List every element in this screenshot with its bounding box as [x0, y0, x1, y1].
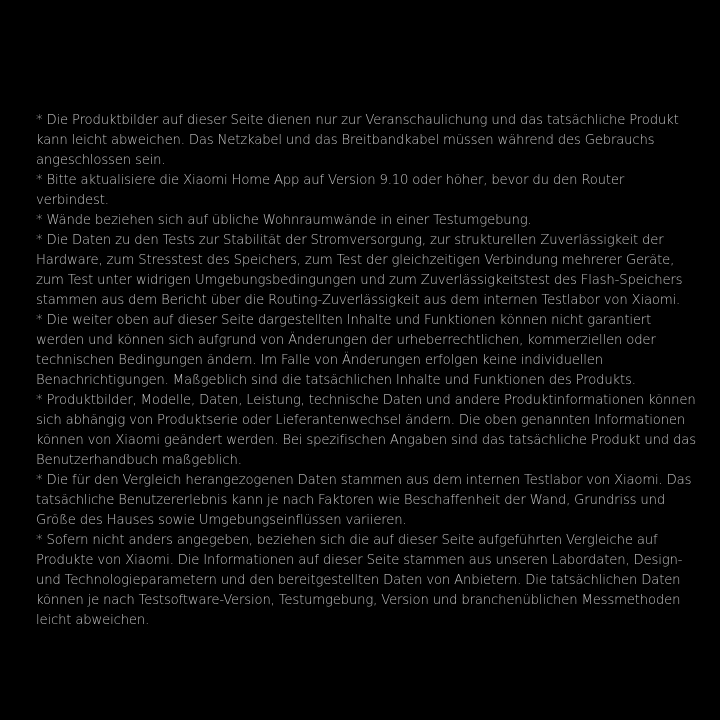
disclaimer-note-comparison-data: * Die für den Vergleich herangezogenen Daten stammen aus dem internen Testlabor von Xiaomi. Das tatsächliche Benutzererlebnis kann je nach Faktoren wie Beschaffenheit der Wand, Grundriss und Größe des Hauses sowie Umgebungseinflüssen variieren. — [36, 473, 692, 528]
disclaimer-note-test-data: * Die Daten zu den Tests zur Stabilität der Stromversorgung, zur strukturellen Zuverlässigkeit der Hardware, zum Stresstest des Speichers, zum Test der gleichzeitigen Verbindung mehrerer Geräte, zum Test unter widrigen Umgebungsbedingungen und zum Zuverlässigkeitstest des Flash-Speichers stammen aus dem Bericht über die Routing-Zuverlässigkeit aus dem internen Testlabor von Xiaomi. — [36, 233, 683, 308]
disclaimer-note-content-changes: * Die weiter oben auf dieser Seite dargestellten Inhalte und Funktionen können nicht garantiert werden und können sich aufgrund von Änderungen der urheberrechtlichen, kommerziellen oder technischen Bedingungen ändern. Im Falle von Änderungen erfolgen keine individuellen Benachrichtigungen. Maßgeblich sind die tatsächlichen Inhalte und Funktionen des Produkts. — [36, 313, 656, 388]
disclaimer-note-walls: * Wände beziehen sich auf übliche Wohnraumwände in einer Testumgebung. — [36, 213, 532, 228]
disclaimer-note-app-version: * Bitte aktualisiere die Xiaomi Home App auf Version 9.10 oder höher, bevor du den Router verbindest. — [36, 173, 625, 208]
disclaimer-note-product-images: * Die Produktbilder auf dieser Seite dienen nur zur Veranschaulichung und das tatsächliche Produkt kann leicht abweichen. Das Netzkabel und das Breitbandkabel müssen während des Gebrauchs angeschlossen sein. — [36, 113, 679, 168]
disclaimer-note-product-info: * Produktbilder, Modelle, Daten, Leistung, technische Daten und andere Produktinformationen können sich abhängig von Produktserie oder Lieferantenwechsel ändern. Die oben genannten Informationen können von Xiaomi geändert werden. Bei spezifischen Angaben sind das tatsächliche Produkt und das Benutzerhandbuch maßgeblich. — [36, 393, 696, 468]
disclaimer-note-data-sources: * Sofern nicht anders angegeben, beziehen sich die auf dieser Seite aufgeführten Vergleiche auf Produkte von Xiaomi. Die Informationen auf dieser Seite stammen aus unseren Labordaten, Design- und Technologieparametern und den bereitgestellten Daten von Anbietern. Die tatsächlichen Daten können je nach Testsoftware-Version, Testumgebung, Version und branchenüblichen Messmethoden leicht abweichen. — [36, 533, 683, 628]
disclaimer-notes — [36, 111, 696, 631]
